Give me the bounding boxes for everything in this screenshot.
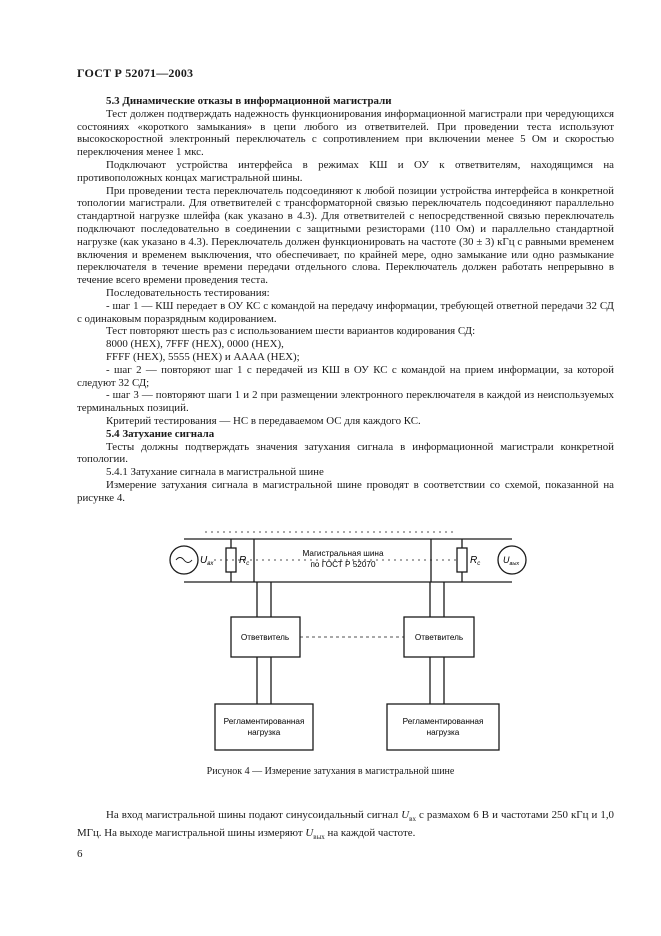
- load-left-label-line2: нагрузка: [247, 728, 281, 737]
- bus-label-line2: по ГОСТ Р 52070: [310, 560, 376, 569]
- figure-caption: Рисунок 4 — Измерение затухания в магистральной шине: [206, 766, 455, 777]
- paragraph: При проведении теста переключатель подсоединяют к любой позиции устройства интерфейса в конкретной топологии магистрали. Для ответвителей с трансформаторной связью переключатель подсоединяют параллельно стандартной нагрузке шлейфа (как указано в 4.3). Для ответвителей с непосредственной связью переключатель подключают последовательно в соединении с защитными резисторами (110 Ом) и параллельно стандартной нагрузке (как указано в 4.3). Переключатель должен функционировать на частоте (30 ± 3) кГц с равными временем включения и временем выключения, что обеспечивает, по крайней мере, одно замыкание или одно размыкание переключателя в течение времени передачи отдельного слова. Переключатель должен работать непрерывно в течение всего времени проведения теста.: [77, 184, 614, 287]
- coupler-left-label: Ответвитель: [240, 633, 290, 642]
- paragraph-after-figure: На вход магистральной шины подают синусоидальный сигнал $U_{вх}$ с размахом 6 В и частотами 250 кГц и 1,0 МГц. На выходе магистральной шины измеряют $U_{вых}$ на каждой частоте.: [77, 809, 614, 841]
- paragraph: FFFF (HEX), 5555 (HEX) и AAAA (HEX);: [106, 350, 300, 363]
- page-number: 6: [77, 848, 83, 860]
- u-in-label: $U_{вх}$: [200, 555, 214, 567]
- after-figure-text: [77, 809, 614, 844]
- paragraph: Тест должен подтверждать надежность функционирования информационной магистрали при чередующихся состояниях «короткого замыкания» в цепи любого из ответвителей. При проведении теста используют высокоскоростной электронный переключатель с сопротивлением при включении менее 5 Ом и скоростью переключения менее 1 мкс.: [77, 107, 614, 159]
- paragraph: - шаг 1 — КШ передает в ОУ КС с командой на передачу информации, требующей ответной передачи 32 СД с одинаковым поразрядным кодированием.: [77, 299, 614, 325]
- bus-label-line1: Магистральная шина: [302, 549, 384, 558]
- paragraph: Подключают устройства интерфейса в режимах КШ и ОУ к ответвителям, находящимся на противоположных концах магистральной шины.: [77, 158, 614, 184]
- paragraph: 8000 (HEX), 7FFF (HEX), 0000 (HEX),: [106, 338, 284, 351]
- paragraph: Измерение затухания сигнала в магистральной шине проводят в соответствии со схемой, показанной на рисунке 4.: [77, 478, 614, 504]
- resistor-right-icon: [457, 548, 467, 572]
- u-out-label: $U_{вых}$: [503, 555, 520, 567]
- load-left-box: [215, 704, 313, 750]
- paragraph: Тесты должны подтверждать значения затухания сигнала в информационной магистрали конкретной топологии.: [77, 440, 614, 466]
- load-right-label-line2: нагрузка: [426, 728, 460, 737]
- load-left-label-line1: Регламентированная: [223, 717, 305, 726]
- r-left-label: $R_c$: [239, 555, 250, 567]
- paragraph: - шаг 3 — повторяют шаги 1 и 2 при размещении электронного переключателя в каждой из неиспользуемых терминальных позиций.: [77, 389, 614, 415]
- section-heading: 5.3 Динамические отказы в информационной магистрали: [106, 95, 392, 107]
- section-heading: 5.4 Затухание сигнала: [106, 427, 215, 440]
- paragraph: - шаг 2 — повторяют шаг 1 с передачей из КШ в ОУ КС с командой на прием информации, за которой следуют 32 СД;: [77, 363, 614, 389]
- coupler-right-label: Ответвитель: [414, 633, 464, 642]
- document-header: ГОСТ Р 52071—2003: [77, 66, 194, 80]
- paragraph: Последовательность тестирования:: [106, 286, 270, 299]
- load-right-box: [387, 704, 499, 750]
- r-right-label: $R_c$: [470, 555, 481, 567]
- paragraph: Критерий тестирования — НС в передаваемом ОС для каждого КС.: [106, 414, 421, 427]
- load-right-label-line1: Регламентированная: [402, 717, 484, 726]
- paragraph: 5.4.1 Затухание сигнала в магистральной шине: [106, 466, 324, 479]
- paragraph: Тест повторяют шесть раз с использованием шести вариантов кодирования СД:: [106, 325, 476, 338]
